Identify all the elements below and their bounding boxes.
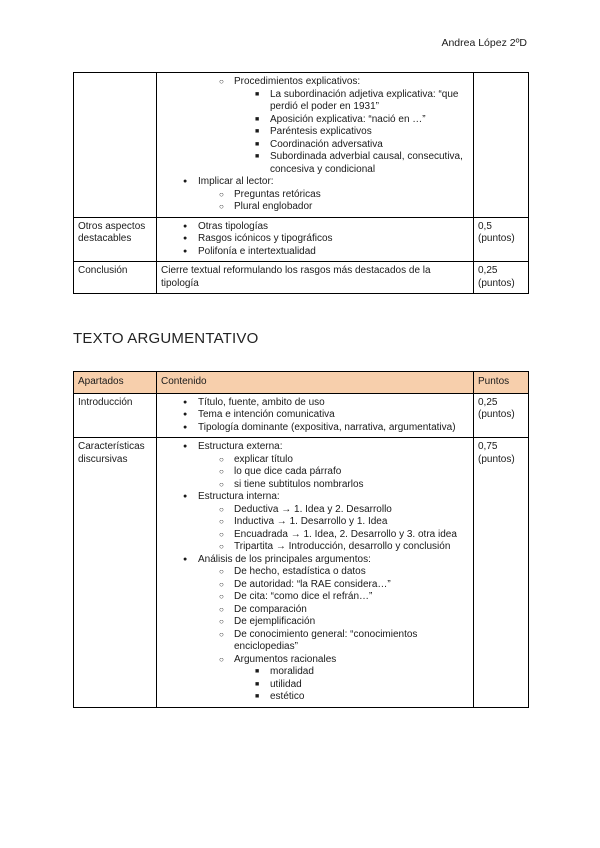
list-item: ■ Aposición explicativa: “nació en …” — [161, 114, 469, 127]
list-item: ■ La subordinación adjetiva explicativa: “que perdió el poder en 1931” — [161, 89, 469, 114]
row-label: Otros aspectos destacables — [74, 217, 157, 262]
list-item: ● Tipología dominante (expositiva, narrativa, argumentativa) — [161, 422, 469, 435]
list-item: ○ si tiene subtitulos nombrarlos — [161, 479, 469, 492]
table-row — [74, 262, 529, 294]
row-label: Conclusión — [74, 262, 157, 294]
row-content — [157, 73, 474, 218]
header-apartados: Apartados — [74, 372, 157, 394]
list-item: ● Rasgos icónicos y tipográficos — [161, 233, 469, 246]
list-item: ○ De conocimiento general: “conocimientos enciclopedias” — [161, 629, 469, 654]
table-header-row — [74, 372, 529, 394]
table-row — [74, 217, 529, 262]
list-item: ○ De autoridad: “la RAE considera…” — [161, 579, 469, 592]
header-contenido: Contenido — [157, 372, 474, 394]
list-item: ● Otras tipologías — [161, 221, 469, 234]
list-item: ○ De comparación — [161, 604, 469, 617]
list-item: ● Polifonía e intertextualidad — [161, 246, 469, 259]
table-row — [74, 438, 529, 708]
list-item: ○ Tripartita → Introducción, desarrollo y conclusión — [161, 541, 469, 554]
list-item: ■ moralidad — [161, 666, 469, 679]
criteria-table-continued — [73, 72, 529, 294]
row-content — [157, 438, 474, 708]
row-points: 0,5 (puntos) — [474, 217, 529, 262]
list-item: ○ Deductiva → 1. Idea y 2. Desarrollo — [161, 504, 469, 517]
list-item: ● Tema e intención comunicativa — [161, 409, 469, 422]
header-puntos: Puntos — [474, 372, 529, 394]
list-item: ■ Coordinación adversativa — [161, 139, 469, 152]
row-label: Introducción — [74, 393, 157, 438]
row-points: 0,25 (puntos) — [474, 262, 529, 294]
list-item: ● Implicar al lector: — [161, 176, 469, 189]
list-item: ○ De hecho, estadística o datos — [161, 566, 469, 579]
list-item: ■ estético — [161, 691, 469, 704]
list-item: ■ Subordinada adverbial causal, consecutiva, concesiva y condicional — [161, 151, 469, 176]
section-title: TEXTO ARGUMENTATIVO — [73, 330, 259, 347]
list-item: ○ Encuadrada → 1. Idea, 2. Desarrollo y 3. otra idea — [161, 529, 469, 542]
row-label: Características discursivas — [74, 438, 157, 708]
row-content — [157, 393, 474, 438]
argumentative-criteria-table — [73, 371, 529, 708]
page-header-author: Andrea López 2ºD — [441, 37, 527, 49]
list-item: ○ Procedimientos explicativos: — [161, 76, 469, 89]
list-item: ● Análisis de los principales argumentos: — [161, 554, 469, 567]
list-item: ○ Preguntas retóricas — [161, 189, 469, 202]
table-row — [74, 73, 529, 218]
list-item: ● Título, fuente, ambito de uso — [161, 397, 469, 410]
list-item: ○ Argumentos racionales — [161, 654, 469, 667]
list-item: ○ Plural englobador — [161, 201, 469, 214]
row-points: 0,75 (puntos) — [474, 438, 529, 708]
row-content: Cierre textual reformulando los rasgos más destacados de la tipología — [157, 262, 474, 294]
list-item: ■ utilidad — [161, 679, 469, 692]
list-item: ○ lo que dice cada párrafo — [161, 466, 469, 479]
list-item: ○ Inductiva → 1. Desarrollo y 1. Idea — [161, 516, 469, 529]
list-item: ■ Paréntesis explicativos — [161, 126, 469, 139]
row-content — [157, 217, 474, 262]
list-item: ○ explicar título — [161, 454, 469, 467]
row-points — [474, 73, 529, 218]
table-row — [74, 393, 529, 438]
list-item: ● Estructura interna: — [161, 491, 469, 504]
row-points: 0,25 (puntos) — [474, 393, 529, 438]
list-item: ○ De ejemplificación — [161, 616, 469, 629]
list-item: ○ De cita: “como dice el refrán…” — [161, 591, 469, 604]
row-label — [74, 73, 157, 218]
list-item: ● Estructura externa: — [161, 441, 469, 454]
